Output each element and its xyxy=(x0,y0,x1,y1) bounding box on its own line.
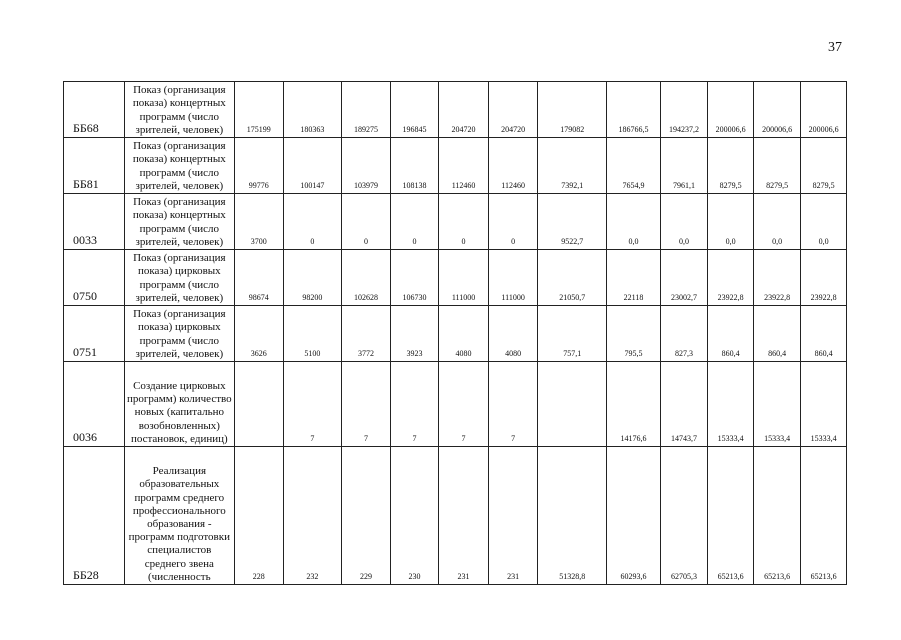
table-cell: 827,3 xyxy=(660,306,708,362)
table-cell: 106730 xyxy=(390,250,439,306)
table-cell: 0 xyxy=(342,194,391,250)
row-code: 0750 xyxy=(64,250,125,306)
table-cell: 860,4 xyxy=(801,306,847,362)
table-cell: 3700 xyxy=(234,194,283,250)
table-row xyxy=(64,306,847,362)
table-cell: 8279,5 xyxy=(801,138,847,194)
table-cell: 99776 xyxy=(234,138,283,194)
table-cell: 111000 xyxy=(488,250,538,306)
table-cell: 180363 xyxy=(283,82,342,138)
table-cell: 21050,7 xyxy=(538,250,607,306)
row-description: Показ (организация показа) концертных программ (число зрителей, человек) xyxy=(124,82,234,138)
table-cell: 179082 xyxy=(538,82,607,138)
table-row xyxy=(64,362,847,447)
row-description: Показ (организация показа) концертных программ (число зрителей, человек) xyxy=(124,194,234,250)
table-cell: 3626 xyxy=(234,306,283,362)
table-row xyxy=(64,82,847,138)
table-cell: 103979 xyxy=(342,138,391,194)
table-cell: 860,4 xyxy=(708,306,754,362)
row-description: Реализация образовательных программ среднего профессионального образования - программ подготовки специалистов среднего звена (численность xyxy=(124,447,234,585)
table-cell: 757,1 xyxy=(538,306,607,362)
row-description: Показ (организация показа) цирковых программ (число зрителей, человек) xyxy=(124,306,234,362)
table-cell: 8279,5 xyxy=(708,138,754,194)
table-cell: 204720 xyxy=(439,82,489,138)
row-code: 0036 xyxy=(64,362,125,447)
page-number: 37 xyxy=(828,40,842,55)
table-cell: 200006,6 xyxy=(801,82,847,138)
table-row xyxy=(64,447,847,585)
table-cell: 230 xyxy=(390,447,439,585)
table-cell: 7392,1 xyxy=(538,138,607,194)
table-cell: 111000 xyxy=(439,250,489,306)
table-cell: 102628 xyxy=(342,250,391,306)
table-cell: 231 xyxy=(439,447,489,585)
row-code: 0033 xyxy=(64,194,125,250)
table-cell xyxy=(234,362,283,447)
table-cell: 7 xyxy=(439,362,489,447)
table-cell: 0,0 xyxy=(708,194,754,250)
table-cell: 204720 xyxy=(488,82,538,138)
table-cell: 5100 xyxy=(283,306,342,362)
table-cell: 0,0 xyxy=(660,194,708,250)
table-cell: 232 xyxy=(283,447,342,585)
table-cell: 112460 xyxy=(439,138,489,194)
row-code: 0751 xyxy=(64,306,125,362)
table-cell: 9522,7 xyxy=(538,194,607,250)
table-cell: 60293,6 xyxy=(607,447,661,585)
table-cell: 0 xyxy=(283,194,342,250)
table-cell: 186766,5 xyxy=(607,82,661,138)
table-cell: 23922,8 xyxy=(708,250,754,306)
table-cell: 231 xyxy=(488,447,538,585)
table-cell xyxy=(538,362,607,447)
table-row xyxy=(64,194,847,250)
row-description: Показ (организация показа) концертных программ (число зрителей, человек) xyxy=(124,138,234,194)
table-cell: 22118 xyxy=(607,250,661,306)
table-cell: 23002,7 xyxy=(660,250,708,306)
table-cell: 229 xyxy=(342,447,391,585)
table-cell: 196845 xyxy=(390,82,439,138)
table-cell: 15333,4 xyxy=(801,362,847,447)
row-description: Создание цирковых программ) количество новых (капитально возобновленных) постановок, единиц) xyxy=(124,362,234,447)
table-cell: 112460 xyxy=(488,138,538,194)
table-cell: 15333,4 xyxy=(753,362,801,447)
table-cell: 23922,8 xyxy=(753,250,801,306)
table-cell: 8279,5 xyxy=(753,138,801,194)
table-cell: 7 xyxy=(342,362,391,447)
table-cell: 200006,6 xyxy=(708,82,754,138)
table-cell: 62705,3 xyxy=(660,447,708,585)
table-cell: 65213,6 xyxy=(801,447,847,585)
table-cell: 0,0 xyxy=(607,194,661,250)
table-cell: 0 xyxy=(488,194,538,250)
row-code: ББ28 xyxy=(64,447,125,585)
table-cell: 23922,8 xyxy=(801,250,847,306)
table-cell: 0 xyxy=(439,194,489,250)
table-cell: 3772 xyxy=(342,306,391,362)
table-cell: 7 xyxy=(283,362,342,447)
row-code: ББ81 xyxy=(64,138,125,194)
table-cell: 65213,6 xyxy=(753,447,801,585)
table-cell: 14743,7 xyxy=(660,362,708,447)
table-cell: 194237,2 xyxy=(660,82,708,138)
table-cell: 7 xyxy=(488,362,538,447)
table-row xyxy=(64,250,847,306)
table-cell: 200006,6 xyxy=(753,82,801,138)
row-description: Показ (организация показа) цирковых программ (число зрителей, человек) xyxy=(124,250,234,306)
data-table xyxy=(63,81,847,585)
table-cell: 0,0 xyxy=(753,194,801,250)
table-cell: 7961,1 xyxy=(660,138,708,194)
table-cell: 175199 xyxy=(234,82,283,138)
table-cell: 14176,6 xyxy=(607,362,661,447)
table-cell: 15333,4 xyxy=(708,362,754,447)
table-cell: 51328,8 xyxy=(538,447,607,585)
table-cell: 4080 xyxy=(439,306,489,362)
table-cell: 7654,9 xyxy=(607,138,661,194)
table-cell: 7 xyxy=(390,362,439,447)
table-cell: 795,5 xyxy=(607,306,661,362)
table-cell: 4080 xyxy=(488,306,538,362)
table-cell: 860,4 xyxy=(753,306,801,362)
table-cell: 0,0 xyxy=(801,194,847,250)
table-cell: 98200 xyxy=(283,250,342,306)
table-cell: 98674 xyxy=(234,250,283,306)
table-cell: 3923 xyxy=(390,306,439,362)
table-row xyxy=(64,138,847,194)
row-code: ББ68 xyxy=(64,82,125,138)
table-cell: 65213,6 xyxy=(708,447,754,585)
table-cell: 108138 xyxy=(390,138,439,194)
table-cell: 0 xyxy=(390,194,439,250)
table-cell: 228 xyxy=(234,447,283,585)
table-cell: 189275 xyxy=(342,82,391,138)
table-cell: 100147 xyxy=(283,138,342,194)
